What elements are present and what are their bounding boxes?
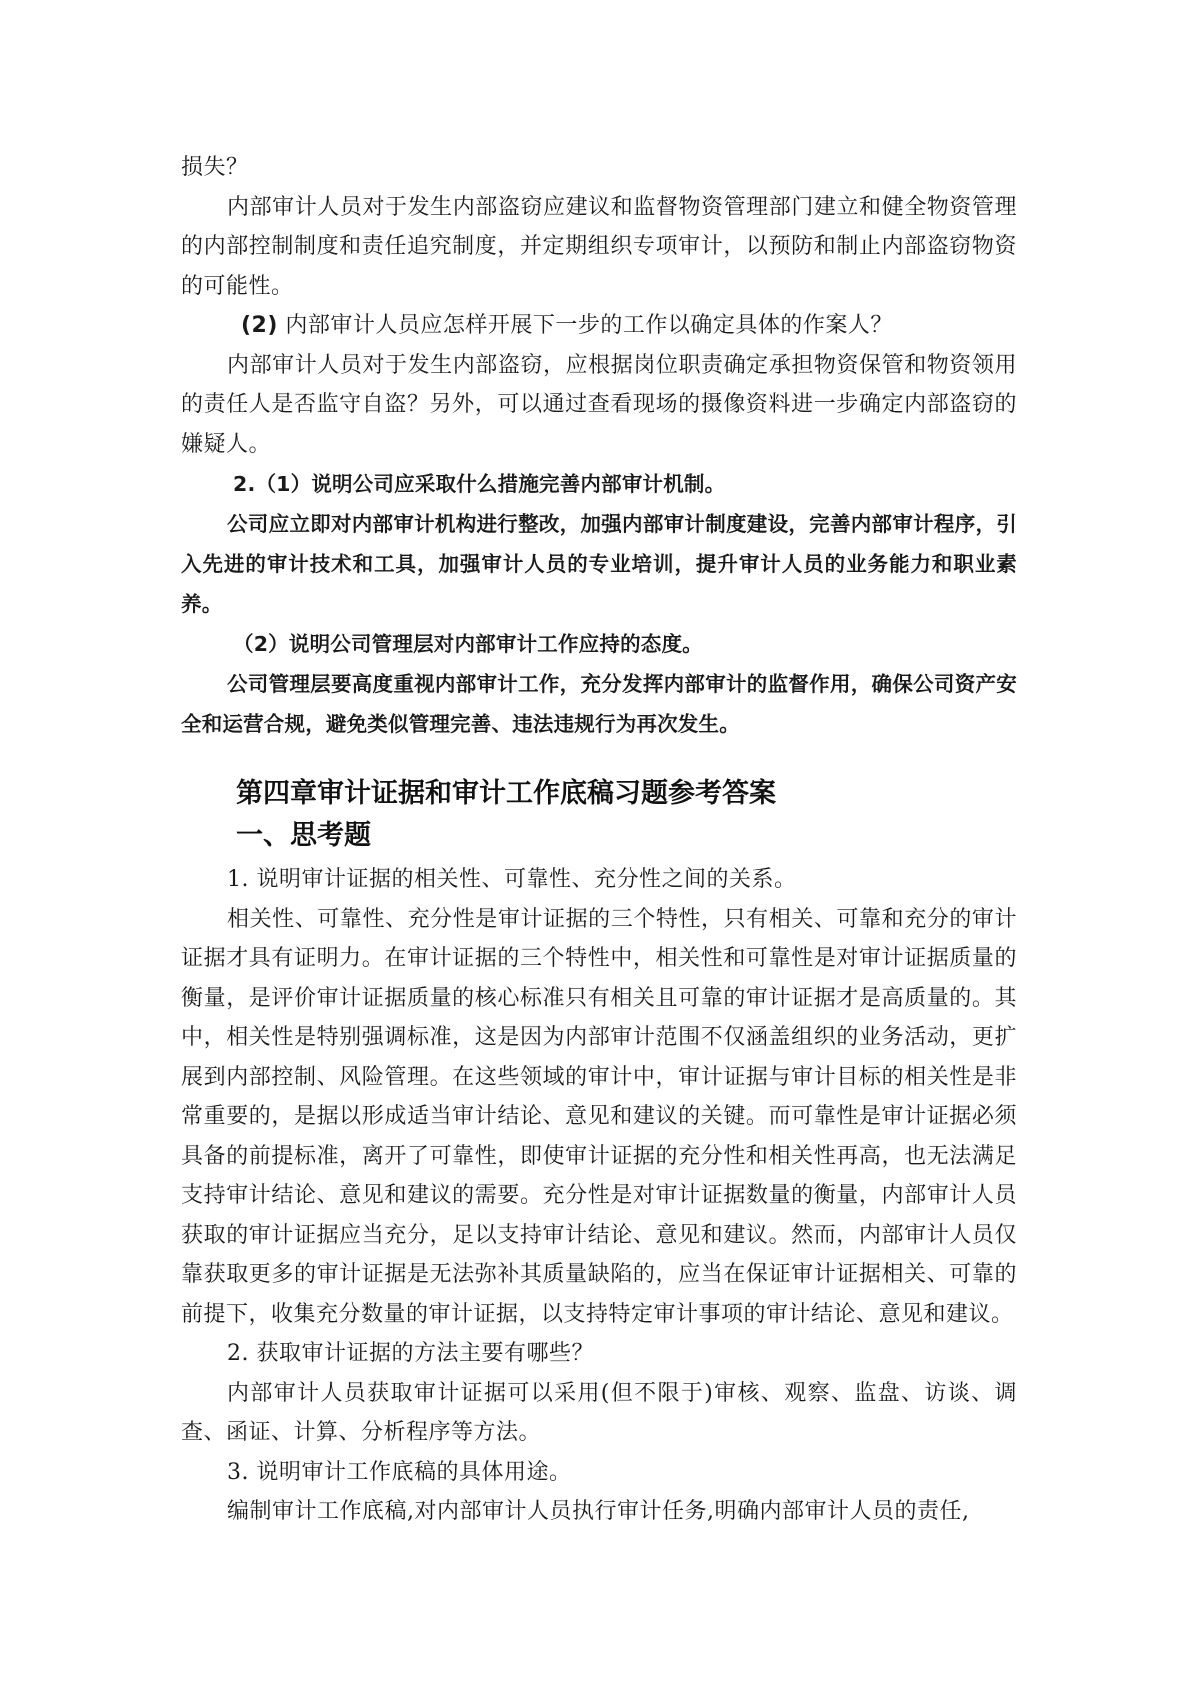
question-2: 2. 获取审计证据的方法主要有哪些？ xyxy=(227,1341,594,1366)
page-content xyxy=(181,148,1017,1532)
case-answer-2-2: 公司管理层要高度重视内部审计工作，充分发挥内部审计的监督作用，确保公司资产安全和运营合规，避免类似管理完善、违法违规行为再次发生。 xyxy=(181,672,1017,736)
paragraph-answer-1: 内部审计人员对于发生内部盗窃应建议和监督物资管理部门建立和健全物资管理的内部控制制度和责任追究制度，并定期组织专项审计，以预防和制止内部盗窃物资的可能性。 xyxy=(181,194,1017,299)
question-1: 1. 说明审计证据的相关性、可靠性、充分性之间的关系。 xyxy=(227,867,797,892)
question-3: 3. 说明审计工作底稿的具体用途。 xyxy=(227,1459,572,1485)
section-gap xyxy=(181,744,1017,774)
case-answer-2-1: 公司应立即对内部审计机构进行整改，加强内部审计制度建设，完善内部审计程序，引入先进的审计技术和工具，加强审计人员的专业培训，提升审计人员的业务能力和职业素养。 xyxy=(181,512,1017,616)
answer-3: 编制审计工作底稿,对内部审计人员执行审计任务,明确内部审计人员的责任, xyxy=(227,1499,970,1524)
section-title: 一、思考题 xyxy=(236,820,371,851)
answer-2: 内部审计人员获取审计证据可以采用(但不限于)审核、观察、监盘、访谈、调查、函证、计算、分析程序等方法。 xyxy=(181,1380,1017,1445)
paragraph-answer-2: 内部审计人员对于发生内部盗窃，应根据岗位职责确定承担物资保管和物资领用的责任人是否监守自盗？另外，可以通过查看现场的摄像资料进一步确定内部盗窃的嫌疑人。 xyxy=(181,352,1017,457)
case-question-2-1: 2.（1）说明公司应采取什么措施完善内部审计机制。 xyxy=(233,472,726,496)
answer-1: 相关性、可靠性、充分性是审计证据的三个特性，只有相关、可靠和充分的审计证据才具有证明力。在审计证据的三个特性中，相关性和可靠性是对审计证据质量的衡量，是评价审计证据质量的核心标准只有相关且可靠的审计证据才是高质量的。其中，相关性是特别强调标准，这是因为内部审计范围不仅涵盖组织的业务活动，更扩展到内部控制、风险管理。在这些领域的审计中，审计证据与审计目标的相关性是非常重要的，是据以形成适当审计结论、意见和建议的关键。而可靠性是审计证据必须具备的前提标准，离开了可靠性，即使审计证据的充分性和相关性再高，也无法满足支持审计结论、意见和建议的需要。充分性是对审计证据数量的衡量，内部审计人员获取的审计证据应当充分，足以支持审计结论、意见和建议。然而，内部审计人员仅靠获取更多的审计证据是无法弥补其质量缺陷的，应当在保证审计证据相关、可靠的前提下，收集充分数量的审计证据，以支持特定审计事项的审计结论、意见和建议。 xyxy=(181,906,1017,1327)
question-2-heading xyxy=(181,306,1017,346)
chapter-title: 第四章审计证据和审计工作底稿习题参考答案 xyxy=(236,778,776,809)
question-text: 内部审计人员应怎样开展下一步的工作以确定具体的作案人？ xyxy=(285,313,893,338)
paragraph-continuation: 损失？ xyxy=(181,155,249,180)
question-number: (2) xyxy=(241,313,278,338)
case-question-2-2: （2）说明公司管理层对内部审计工作应持的态度。 xyxy=(233,632,703,656)
